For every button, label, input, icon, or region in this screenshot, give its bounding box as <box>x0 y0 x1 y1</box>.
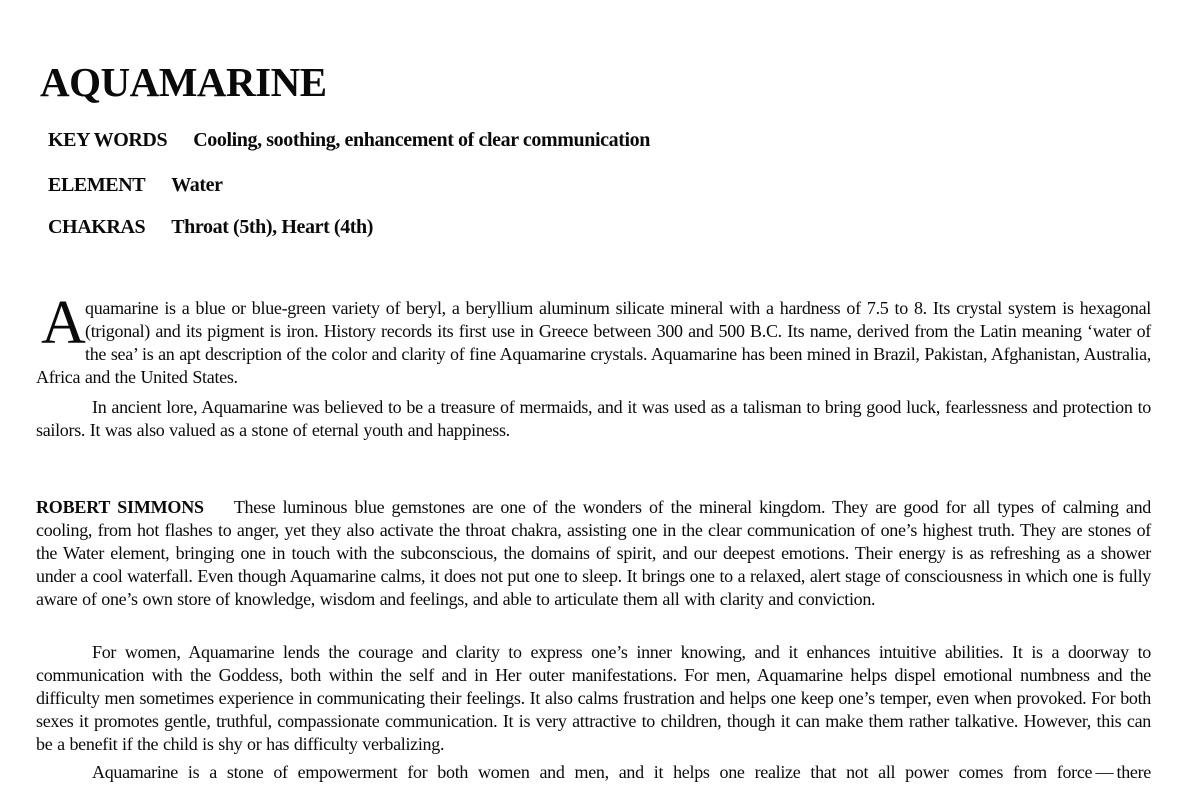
author-heading: ROBERT SIMMONS <box>36 497 204 517</box>
keywords-label: KEY WORDS <box>48 129 168 151</box>
chakras-row <box>48 217 373 237</box>
simmons-paragraph-1-text: These luminous blue gemstones are one of the wonders of the mineral kingdom. They are good for all types of calming and cooling, from hot flashes to anger, yet they also activate the throat chakra, assisting one in the clear communication of one’s highest truth. They are stones of the Water element, bringing one in touch with the subconscious, the domains of spirit, and our deepest emotions. Their energy is as refreshing as a shower under a cool waterfall. Even though Aquamarine calms, it does not put one to sleep. It brings one to a relaxed, alert stage of consciousness in which one is fully aware of one’s own store of knowledge, wisdom and feelings, and able to articulate them all with clarity and conviction. <box>36 497 1151 609</box>
intro-paragraph-1-text: quamarine is a blue or blue-green variety of beryl, a beryllium aluminum silicate mineral with a hardness of 7.5 to 8. Its crystal system is hexagonal (trigonal) and its pigment is iron. History records its first use in Greece between 300 and 500 B.C. Its name, derived from the Latin meaning ‘water of the sea’ is an apt description of the color and clarity of fine Aquamarine crystals. Aquamarine has been mined in Brazil, Pakistan, Afghanistan, Australia, Africa and the United States. <box>36 298 1151 387</box>
keywords-value: Cooling, soothing, enhancement of clear communication <box>193 129 650 151</box>
element-value: Water <box>171 174 223 196</box>
element-row <box>48 175 223 195</box>
element-label: ELEMENT <box>48 174 146 196</box>
simmons-paragraph-2: For women, Aquamarine lends the courage and clarity to express one’s inner knowing, and it enhances intuitive abilities. It is a doorway to communication with the Goddess, both within the self and in Her outer manifestations. For men, Aquamarine helps dispel emotional numbness and the difficulty men sometimes experience in communicating their feelings. It also calms frustration and helps one keep one’s temper, even when provoked. For both sexes it promotes gentle, truthful, compassionate communication. It is very attractive to children, though it can make them rather talkative. However, this can be a benefit if the child is shy or has difficulty verbalizing. <box>36 642 1151 754</box>
keywords-row <box>48 130 650 150</box>
chakras-label: CHAKRAS <box>48 216 146 238</box>
intro-paragraph-1 <box>36 289 1151 389</box>
drop-cap: A <box>41 289 86 357</box>
chakras-value: Throat (5th), Heart (4th) <box>171 216 374 238</box>
page-title: AQUAMARINE <box>40 59 327 105</box>
simmons-paragraph-3-partial: Aquamarine is a stone of empowerment for both women and men, and it helps one realize that not all power comes from force — there <box>92 762 1151 782</box>
intro-paragraph-2: In ancient lore, Aquamarine was believed to be a treasure of mermaids, and it was used as a talisman to bring good luck, fearlessness and protection to sailors. It was also valued as a stone of eternal youth and happiness. <box>36 397 1151 440</box>
simmons-paragraph-1 <box>36 496 1151 611</box>
